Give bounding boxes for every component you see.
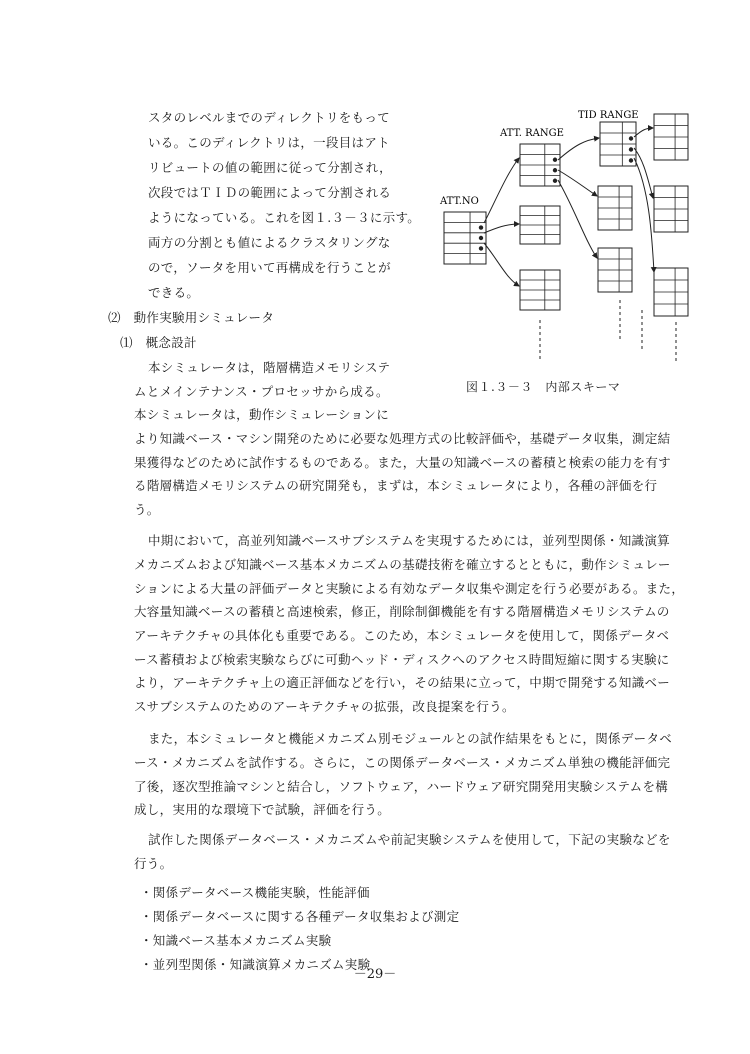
- directory-box: [654, 114, 688, 160]
- text-line: ようになっている。これを図１.３－３に示す。: [148, 210, 421, 225]
- text-line: できる。: [148, 285, 200, 300]
- pointer-dot: [479, 236, 483, 240]
- arrow: [558, 138, 599, 160]
- text-line: アーキテクチャの具体化も重要である。このため，本シミュレータを使用して，関係データベ: [134, 628, 670, 643]
- text-line: リビュートの値の範囲に従って分割され，: [148, 160, 392, 175]
- pointer-dot: [629, 147, 633, 151]
- directory-box: [598, 248, 632, 292]
- pointer-dot: [479, 246, 483, 250]
- text-line: 試作した関係データベース・メカニズムや前記実験システムを使用して，下記の実験などを: [148, 832, 671, 847]
- text-line: ムとメインテナンス・プロセッサから成る。: [134, 384, 389, 399]
- directory-boxes: [444, 114, 688, 316]
- directory-box: [520, 206, 560, 244]
- pointer-dot: [553, 158, 557, 162]
- label-att-no: ATT.NO: [440, 196, 479, 207]
- list-item: ・並列型関係・知識演算メカニズム実験: [140, 957, 371, 972]
- directory-box: [600, 122, 636, 166]
- text-line: 行う。: [134, 856, 173, 871]
- text-line: 次段ではＴＩＤの範囲によって分割される: [148, 185, 392, 200]
- arrow: [634, 128, 653, 137]
- text-line: 本シミュレータは，動作シミュレーションに: [134, 407, 390, 422]
- directory-box: [598, 186, 632, 230]
- label-tid-range: TID RANGE: [578, 110, 639, 121]
- text-line: 両方の分割とも値によるクラスタリングな: [148, 235, 391, 250]
- text-line: 中期において，高並列知識ベースサブシステムを実現するためには，並列型関係・知識演算: [148, 533, 670, 548]
- arrow: [634, 158, 654, 272]
- text-line: ース・メカニズムを試作する。さらに，この関係データベース・メカニズム単独の機能評価完: [134, 755, 671, 770]
- page-number: －29－: [353, 967, 397, 982]
- text-line: また，本シミュレータと機能メカニズム別モジュールとの試作結果をもとに，関係データベ: [148, 731, 673, 746]
- text-line: ので，ソータを用いて再構成を行うことが: [148, 260, 391, 275]
- figure-caption: 図１.３－３ 内部スキーマ: [466, 380, 621, 394]
- text-line: より，アーキテクチャ上の適正評価などを行い，その結果に立って，中期で開発する知識ベー: [134, 675, 671, 690]
- directory-box: [444, 212, 486, 264]
- text-line: 本シミュレータは，階層構造メモリシステ: [148, 360, 391, 375]
- pointer-dot: [553, 168, 557, 172]
- section-heading: ⑵ 動作実験用シミュレータ: [108, 310, 275, 325]
- text-line: いる。このディレクトリは，一段目はアト: [148, 135, 390, 150]
- list-item: ・関係データベースに関する各種データ収集および測定: [140, 909, 460, 924]
- text-line: う。: [134, 502, 160, 517]
- arrow: [484, 224, 519, 233]
- internal-schema-diagram: [430, 100, 710, 370]
- arrow: [558, 170, 597, 196]
- text-line: ース蓄積および検索実験ならびに可動ヘッド・ディスクへのアクセス時間短縮に関する実験に: [134, 652, 670, 667]
- arrow: [484, 158, 519, 223]
- directory-box: [520, 270, 560, 310]
- text-line: より知識ベース・マシン開発のために必要な処理方式の比較評価や，基礎データ収集，測定結: [134, 431, 671, 446]
- pointer-dot: [629, 136, 633, 140]
- pointer-dot: [629, 158, 633, 162]
- arrow: [634, 148, 653, 198]
- pointer-dot: [553, 179, 557, 183]
- text-line: 成し，実用的な環境下で試験，評価を行う。: [134, 802, 391, 817]
- text-line: スタのレベルまでのディレクトリをもって: [148, 110, 390, 125]
- text-line: ションによる大量の評価データと実験による有効なデータ収集や測定を行う必要がある。また，: [134, 581, 685, 596]
- pointer-dot: [479, 225, 483, 229]
- text-line: スサブシステムのためのアーキテクチャの拡張，改良提案を行う。: [134, 699, 515, 714]
- text-line: メカニズムおよび知識ベース基本メカニズムの基礎技術を確立するとともに，動作シミュレー: [134, 557, 671, 572]
- text-line: 大容量知識ベースの蓄積と高速検索，修正，削除制御機能を有する階層構造メモリシステムの: [134, 604, 670, 619]
- text-line: 果獲得などのために試作するものである。また，大量の知識ベースの蓄積と検索の能力を有す: [134, 455, 671, 470]
- list-item: ・知識ベース基本メカニズム実験: [140, 933, 332, 948]
- text-line: る階層構造メモリシステムの研究開発も，まずは，本シミュレータにより，各種の評価を行: [134, 478, 658, 493]
- subsection-heading: ⑴ 概念設計: [120, 335, 197, 350]
- label-att-range: ATT. RANGE: [500, 128, 564, 139]
- directory-box: [520, 144, 560, 186]
- arrow: [484, 243, 519, 286]
- list-item: ・関係データベース機能実験，性能評価: [140, 885, 370, 900]
- directory-box: [654, 268, 688, 316]
- text-line: 了後，逐次型推論マシンと結合し，ソフトウェア，ハードウェア研究開発用実験システムを構: [134, 779, 669, 794]
- directory-box: [654, 186, 688, 232]
